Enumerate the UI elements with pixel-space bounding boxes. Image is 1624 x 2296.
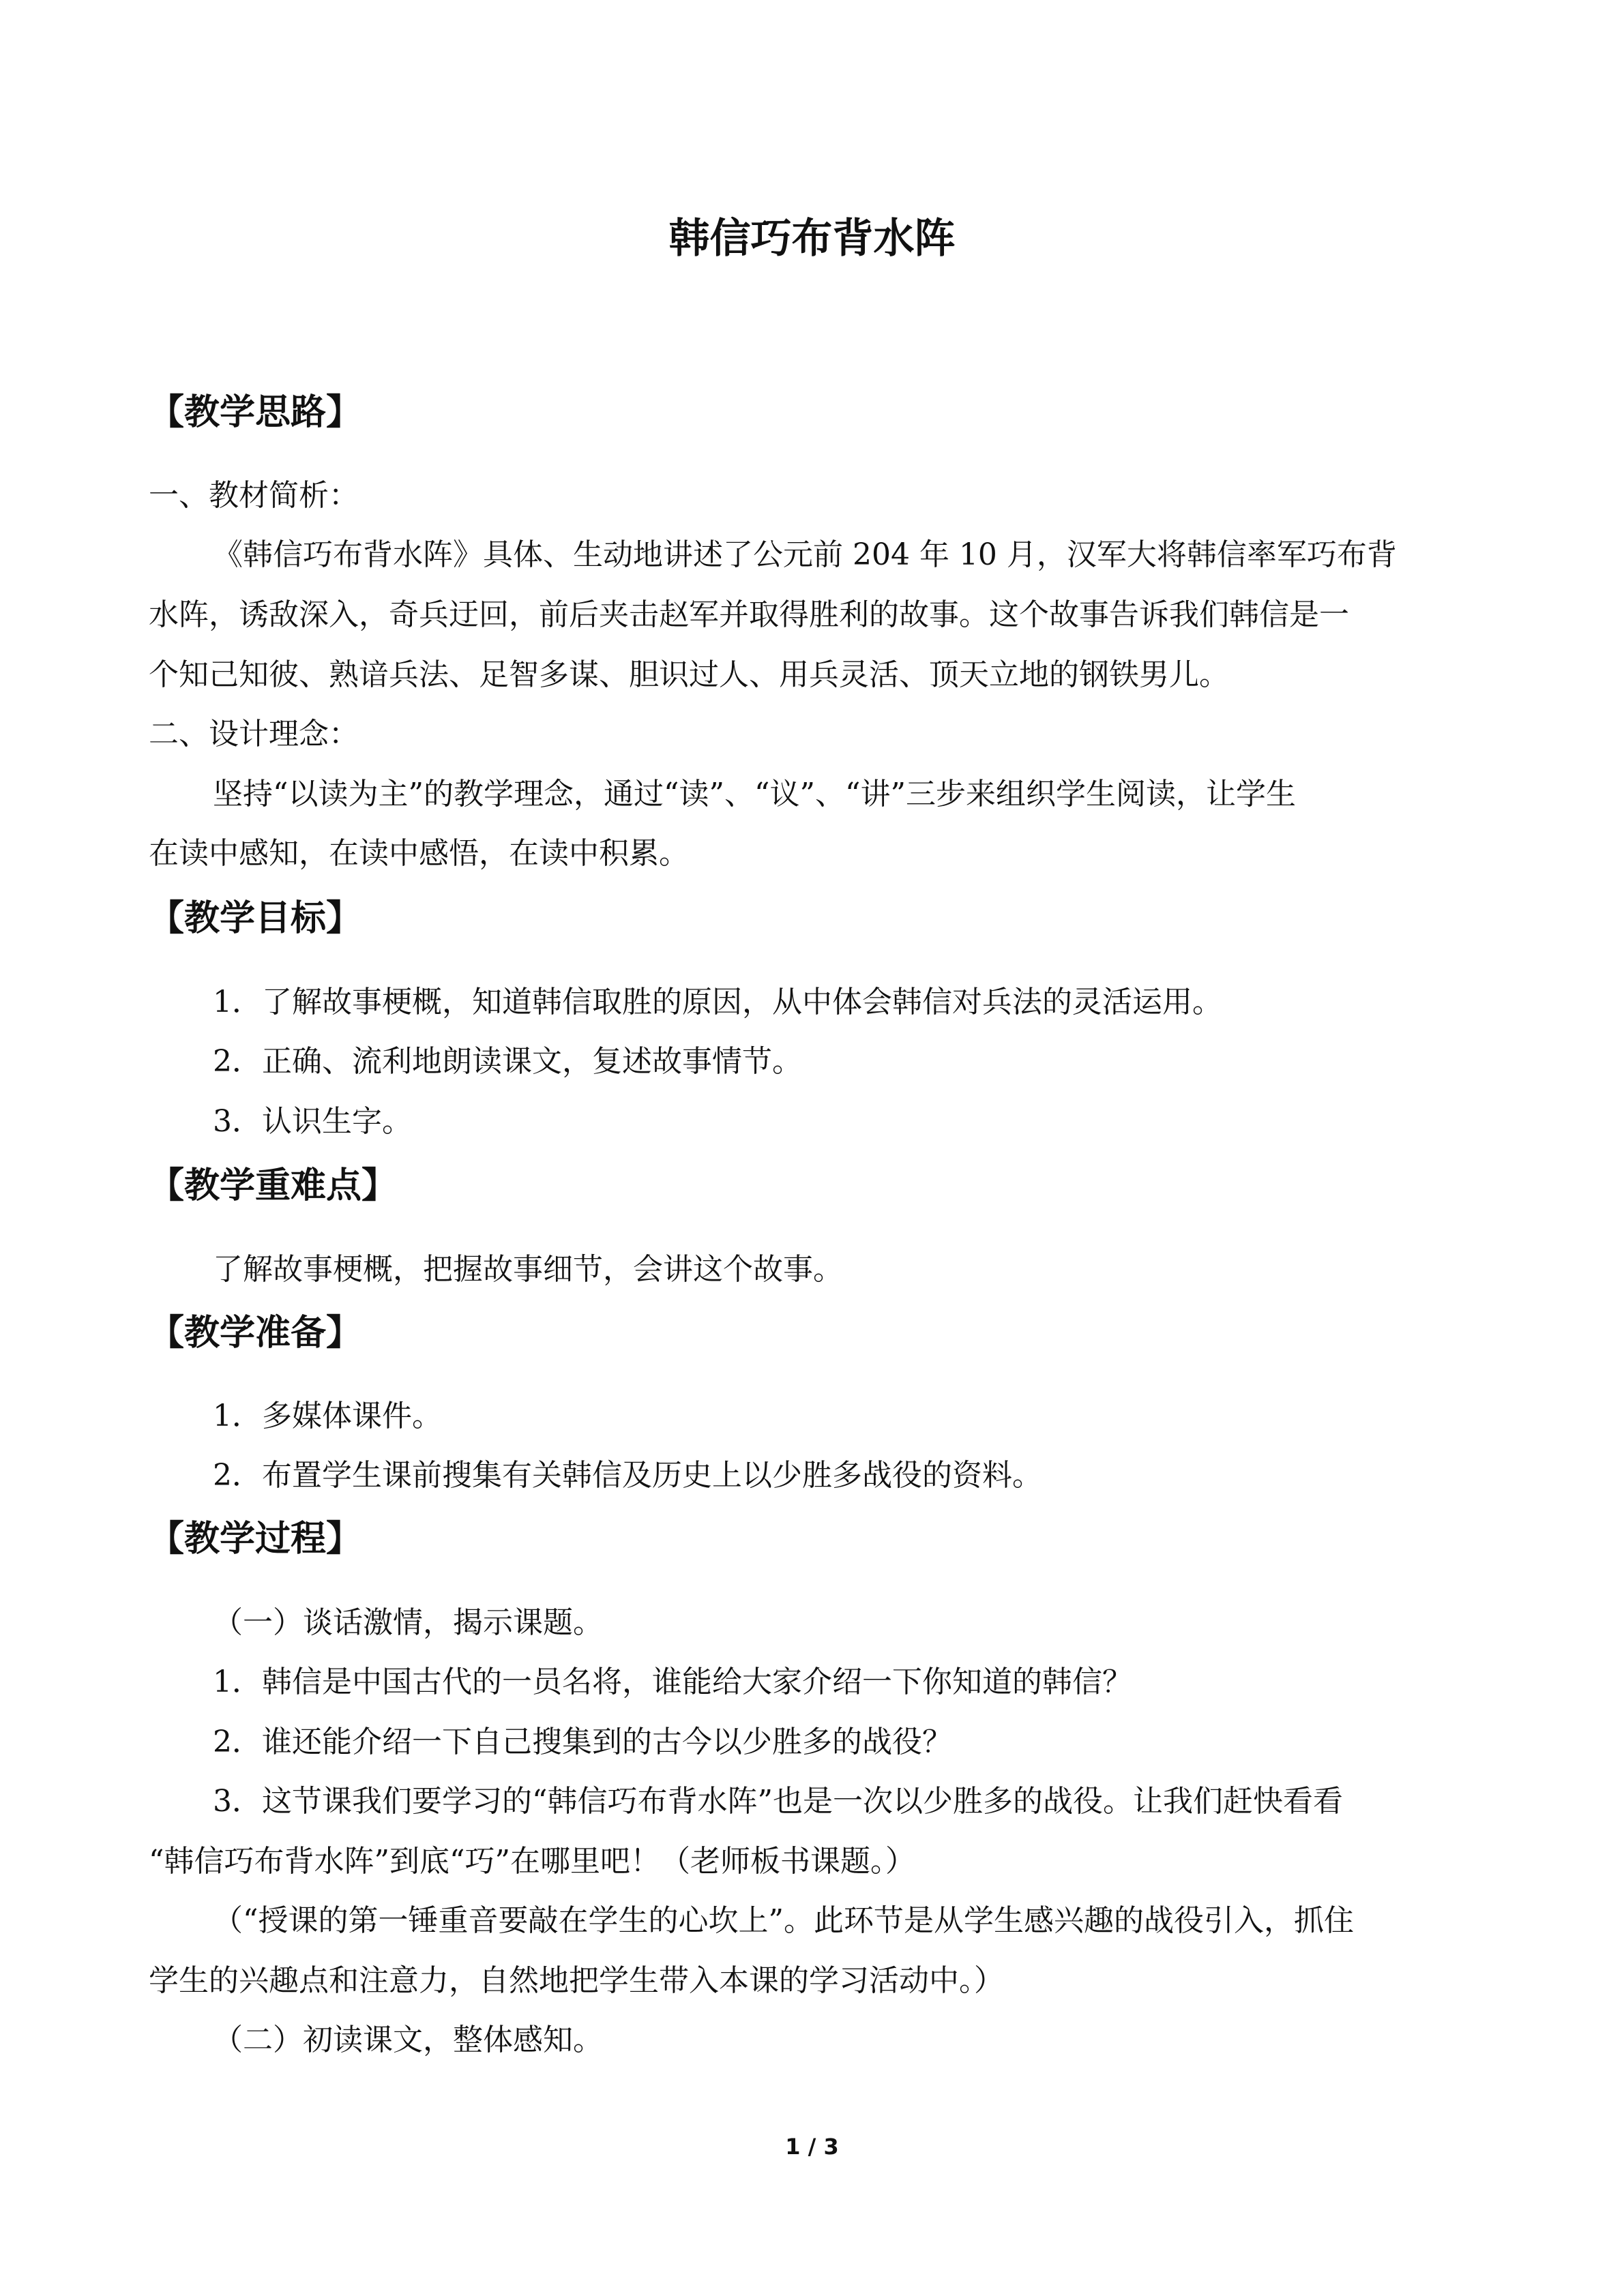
paragraph-line: 《韩信巧布背水阵》具体、生动地讲述了公元前 204 年 10 月，汉军大将韩信率军巧布背 [213, 537, 1397, 572]
subheading-material-analysis: 一、教材简析： [149, 478, 359, 513]
paragraph-line: 了解故事梗概，把握故事细节，会讲这个故事。 [213, 1252, 843, 1287]
list-item: 1．韩信是中国古代的一员名将，谁能给大家介绍一下你知道的韩信？ [213, 1665, 1132, 1699]
list-item: 3．这节课我们要学习的“韩信巧布背水阵”也是一次以少胜多的战役。让我们赶快看看 [213, 1784, 1343, 1819]
paragraph-line: 个知己知彼、熟谙兵法、足智多谋、胆识过人、用兵灵活、顶天立地的钢铁男儿。 [149, 657, 1229, 692]
list-item: 2．正确、流利地朗读课文，复述故事情节。 [213, 1044, 802, 1079]
step-heading: （二）初读课文，整体感知。 [213, 2023, 603, 2057]
heading-teaching-approach: 【教学思路】 [149, 392, 362, 433]
paragraph-line: 在读中感知，在读中感悟，在读中积累。 [149, 836, 689, 871]
heading-teaching-goals: 【教学目标】 [149, 898, 362, 939]
document-title: 韩信巧布背水阵 [668, 215, 956, 263]
list-item: 2．布置学生课前搜集有关韩信及历史上以少胜多战役的资料。 [213, 1458, 1042, 1493]
heading-preparation: 【教学准备】 [149, 1313, 362, 1354]
paragraph-line: 坚持“以读为主”的教学理念，通过“读”、“议”、“讲”三步来组织学生阅读，让学生 [213, 777, 1296, 811]
list-item: 1．多媒体课件。 [213, 1399, 442, 1433]
list-item: 2．谁还能介绍一下自己搜集到的古今以少胜多的战役？ [213, 1725, 952, 1759]
heading-key-points: 【教学重难点】 [149, 1165, 398, 1206]
step-heading: （一）谈话激情，揭示课题。 [213, 1605, 603, 1640]
paragraph-line: “韩信巧布背水阵”到底“巧”在哪里吧！（老师板书课题。） [149, 1844, 915, 1879]
page-number: 1 / 3 [785, 2134, 839, 2160]
heading-teaching-process: 【教学过程】 [149, 1519, 362, 1560]
note-line: 学生的兴趣点和注意力，自然地把学生带入本课的学习活动中。） [149, 1963, 1004, 1998]
paragraph-line: 水阵，诱敌深入，奇兵迂回，前后夹击赵军并取得胜利的故事。这个故事告诉我们韩信是一 [149, 597, 1349, 632]
subheading-design-concept: 二、设计理念： [149, 717, 359, 751]
list-item: 3．认识生字。 [213, 1104, 412, 1139]
list-item: 1．了解故事梗概，知道韩信取胜的原因，从中体会韩信对兵法的灵活运用。 [213, 985, 1222, 1019]
note-line: （“授课的第一锤重音要敲在学生的心坎上”。此环节是从学生感兴趣的战役引入，抓住 [213, 1903, 1354, 1938]
